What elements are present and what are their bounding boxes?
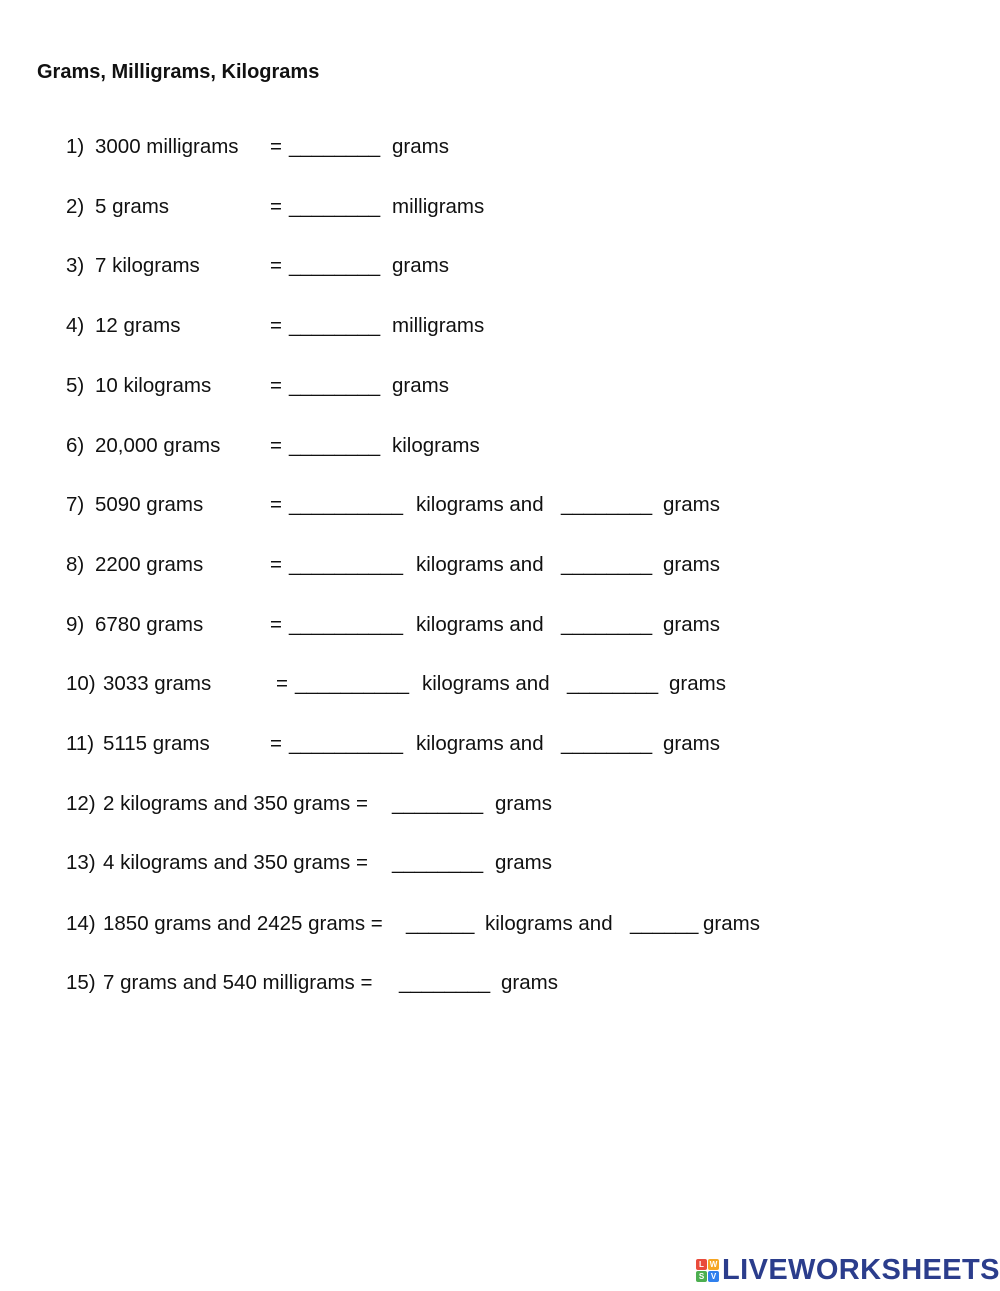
question-number: 1) bbox=[66, 135, 85, 158]
question-row bbox=[66, 432, 480, 460]
equals-sign: = bbox=[270, 195, 282, 218]
question-number: 12) bbox=[66, 792, 96, 815]
question-number: 13) bbox=[66, 851, 96, 874]
answer-blank-1[interactable]: ________ bbox=[289, 254, 381, 277]
unit-label-2: grams bbox=[669, 672, 726, 695]
answer-blank-1[interactable]: ________ bbox=[392, 851, 484, 874]
answer-blank-1[interactable]: ________ bbox=[289, 434, 381, 457]
question-row bbox=[66, 670, 726, 698]
unit-label-2: grams bbox=[663, 732, 720, 755]
answer-blank-1[interactable]: __________ bbox=[289, 493, 404, 516]
answer-blank-1[interactable]: ________ bbox=[289, 135, 381, 158]
unit-label-1: kilograms and bbox=[416, 613, 544, 636]
answer-blank-1[interactable]: __________ bbox=[289, 553, 404, 576]
answer-blank-2[interactable]: ________ bbox=[561, 553, 653, 576]
question-number: 9) bbox=[66, 613, 85, 636]
logo-block: V bbox=[708, 1271, 719, 1282]
question-lhs: 5090 grams bbox=[95, 493, 204, 516]
unit-label-1: kilograms bbox=[392, 434, 480, 457]
question-number: 10) bbox=[66, 672, 96, 695]
question-number: 5) bbox=[66, 374, 85, 397]
worksheet-title: Grams, Milligrams, Kilograms bbox=[37, 61, 320, 83]
question-row bbox=[66, 193, 485, 221]
question-lhs: 3000 milligrams bbox=[95, 135, 239, 158]
equals-sign: = bbox=[276, 672, 288, 695]
unit-label-2: grams bbox=[663, 493, 720, 516]
question-lhs: 20,000 grams bbox=[95, 434, 221, 457]
question-row bbox=[66, 790, 552, 818]
logo-block: W bbox=[709, 1259, 718, 1269]
unit-label-1: grams bbox=[392, 254, 449, 277]
question-row bbox=[66, 551, 720, 579]
answer-blank-2[interactable]: ________ bbox=[567, 672, 659, 695]
logo-text: LIVEWORKSHEETS bbox=[722, 1253, 1000, 1286]
unit-label-1: grams bbox=[392, 135, 449, 158]
liveworksheets-logo bbox=[696, 1253, 1000, 1287]
answer-blank-1[interactable]: __________ bbox=[295, 672, 410, 695]
unit-label-2: grams bbox=[663, 613, 720, 636]
answer-blank-1[interactable]: ________ bbox=[392, 792, 484, 815]
question-lhs: 5 grams bbox=[95, 195, 170, 218]
equals-sign: = bbox=[270, 374, 282, 397]
question-row bbox=[66, 969, 558, 997]
answer-blank-2[interactable]: ________ bbox=[561, 613, 653, 636]
question-row bbox=[66, 312, 485, 340]
unit-label-1: grams bbox=[495, 792, 552, 815]
equals-sign: = bbox=[270, 553, 282, 576]
unit-label-1: milligrams bbox=[392, 314, 485, 337]
question-row bbox=[66, 910, 760, 938]
equals-sign: = bbox=[270, 434, 282, 457]
question-row bbox=[66, 252, 449, 280]
unit-label-1: kilograms and bbox=[416, 553, 544, 576]
unit-label-1: kilograms and bbox=[485, 912, 613, 935]
answer-blank-1[interactable]: ________ bbox=[399, 971, 491, 994]
unit-label-1: milligrams bbox=[392, 195, 485, 218]
question-number: 7) bbox=[66, 493, 85, 516]
unit-label-2: grams bbox=[663, 553, 720, 576]
question-lhs: 10 kilograms bbox=[95, 374, 212, 397]
question-lhs: 7 grams and 540 milligrams = bbox=[103, 971, 373, 994]
equals-sign: = bbox=[270, 613, 282, 636]
answer-blank-1[interactable]: __________ bbox=[289, 732, 404, 755]
unit-label-2: grams bbox=[703, 912, 760, 935]
unit-label-1: kilograms and bbox=[416, 732, 544, 755]
answer-blank-2[interactable]: ______ bbox=[630, 912, 699, 935]
equals-sign: = bbox=[270, 135, 282, 158]
question-row bbox=[66, 849, 552, 877]
question-lhs: 1850 grams and 2425 grams = bbox=[103, 912, 383, 935]
question-lhs: 7 kilograms bbox=[95, 254, 200, 277]
question-lhs: 2 kilograms and 350 grams = bbox=[103, 792, 368, 815]
unit-label-1: grams bbox=[392, 374, 449, 397]
unit-label-1: kilograms and bbox=[422, 672, 550, 695]
question-number: 6) bbox=[66, 434, 85, 457]
question-row bbox=[66, 372, 449, 400]
equals-sign: = bbox=[270, 493, 282, 516]
logo-block: S bbox=[696, 1271, 707, 1282]
answer-blank-2[interactable]: ________ bbox=[561, 493, 653, 516]
question-number: 2) bbox=[66, 195, 85, 218]
question-number: 15) bbox=[66, 971, 96, 994]
question-number: 3) bbox=[66, 254, 85, 277]
question-lhs: 4 kilograms and 350 grams = bbox=[103, 851, 368, 874]
question-lhs: 12 grams bbox=[95, 314, 181, 337]
equals-sign: = bbox=[270, 254, 282, 277]
question-number: 11) bbox=[66, 732, 95, 755]
unit-label-1: kilograms and bbox=[416, 493, 544, 516]
answer-blank-2[interactable]: ________ bbox=[561, 732, 653, 755]
equals-sign: = bbox=[270, 732, 282, 755]
logo-blocks-icon bbox=[696, 1259, 719, 1282]
question-row bbox=[66, 611, 720, 639]
question-row bbox=[66, 491, 720, 519]
unit-label-1: grams bbox=[501, 971, 558, 994]
question-row bbox=[66, 133, 449, 161]
question-lhs: 5115 grams bbox=[103, 732, 210, 755]
logo-block: L bbox=[696, 1259, 707, 1270]
answer-blank-1[interactable]: ______ bbox=[406, 912, 475, 935]
answer-blank-1[interactable]: ________ bbox=[289, 195, 381, 218]
answer-blank-1[interactable]: ________ bbox=[289, 374, 381, 397]
unit-label-1: grams bbox=[495, 851, 552, 874]
question-number: 8) bbox=[66, 553, 85, 576]
question-number: 14) bbox=[66, 912, 96, 935]
question-lhs: 2200 grams bbox=[95, 553, 204, 576]
question-number: 4) bbox=[66, 314, 85, 337]
question-lhs: 6780 grams bbox=[95, 613, 204, 636]
question-lhs: 3033 grams bbox=[103, 672, 212, 695]
answer-blank-1[interactable]: __________ bbox=[289, 613, 404, 636]
answer-blank-1[interactable]: ________ bbox=[289, 314, 381, 337]
question-row bbox=[66, 730, 720, 758]
equals-sign: = bbox=[270, 314, 282, 337]
